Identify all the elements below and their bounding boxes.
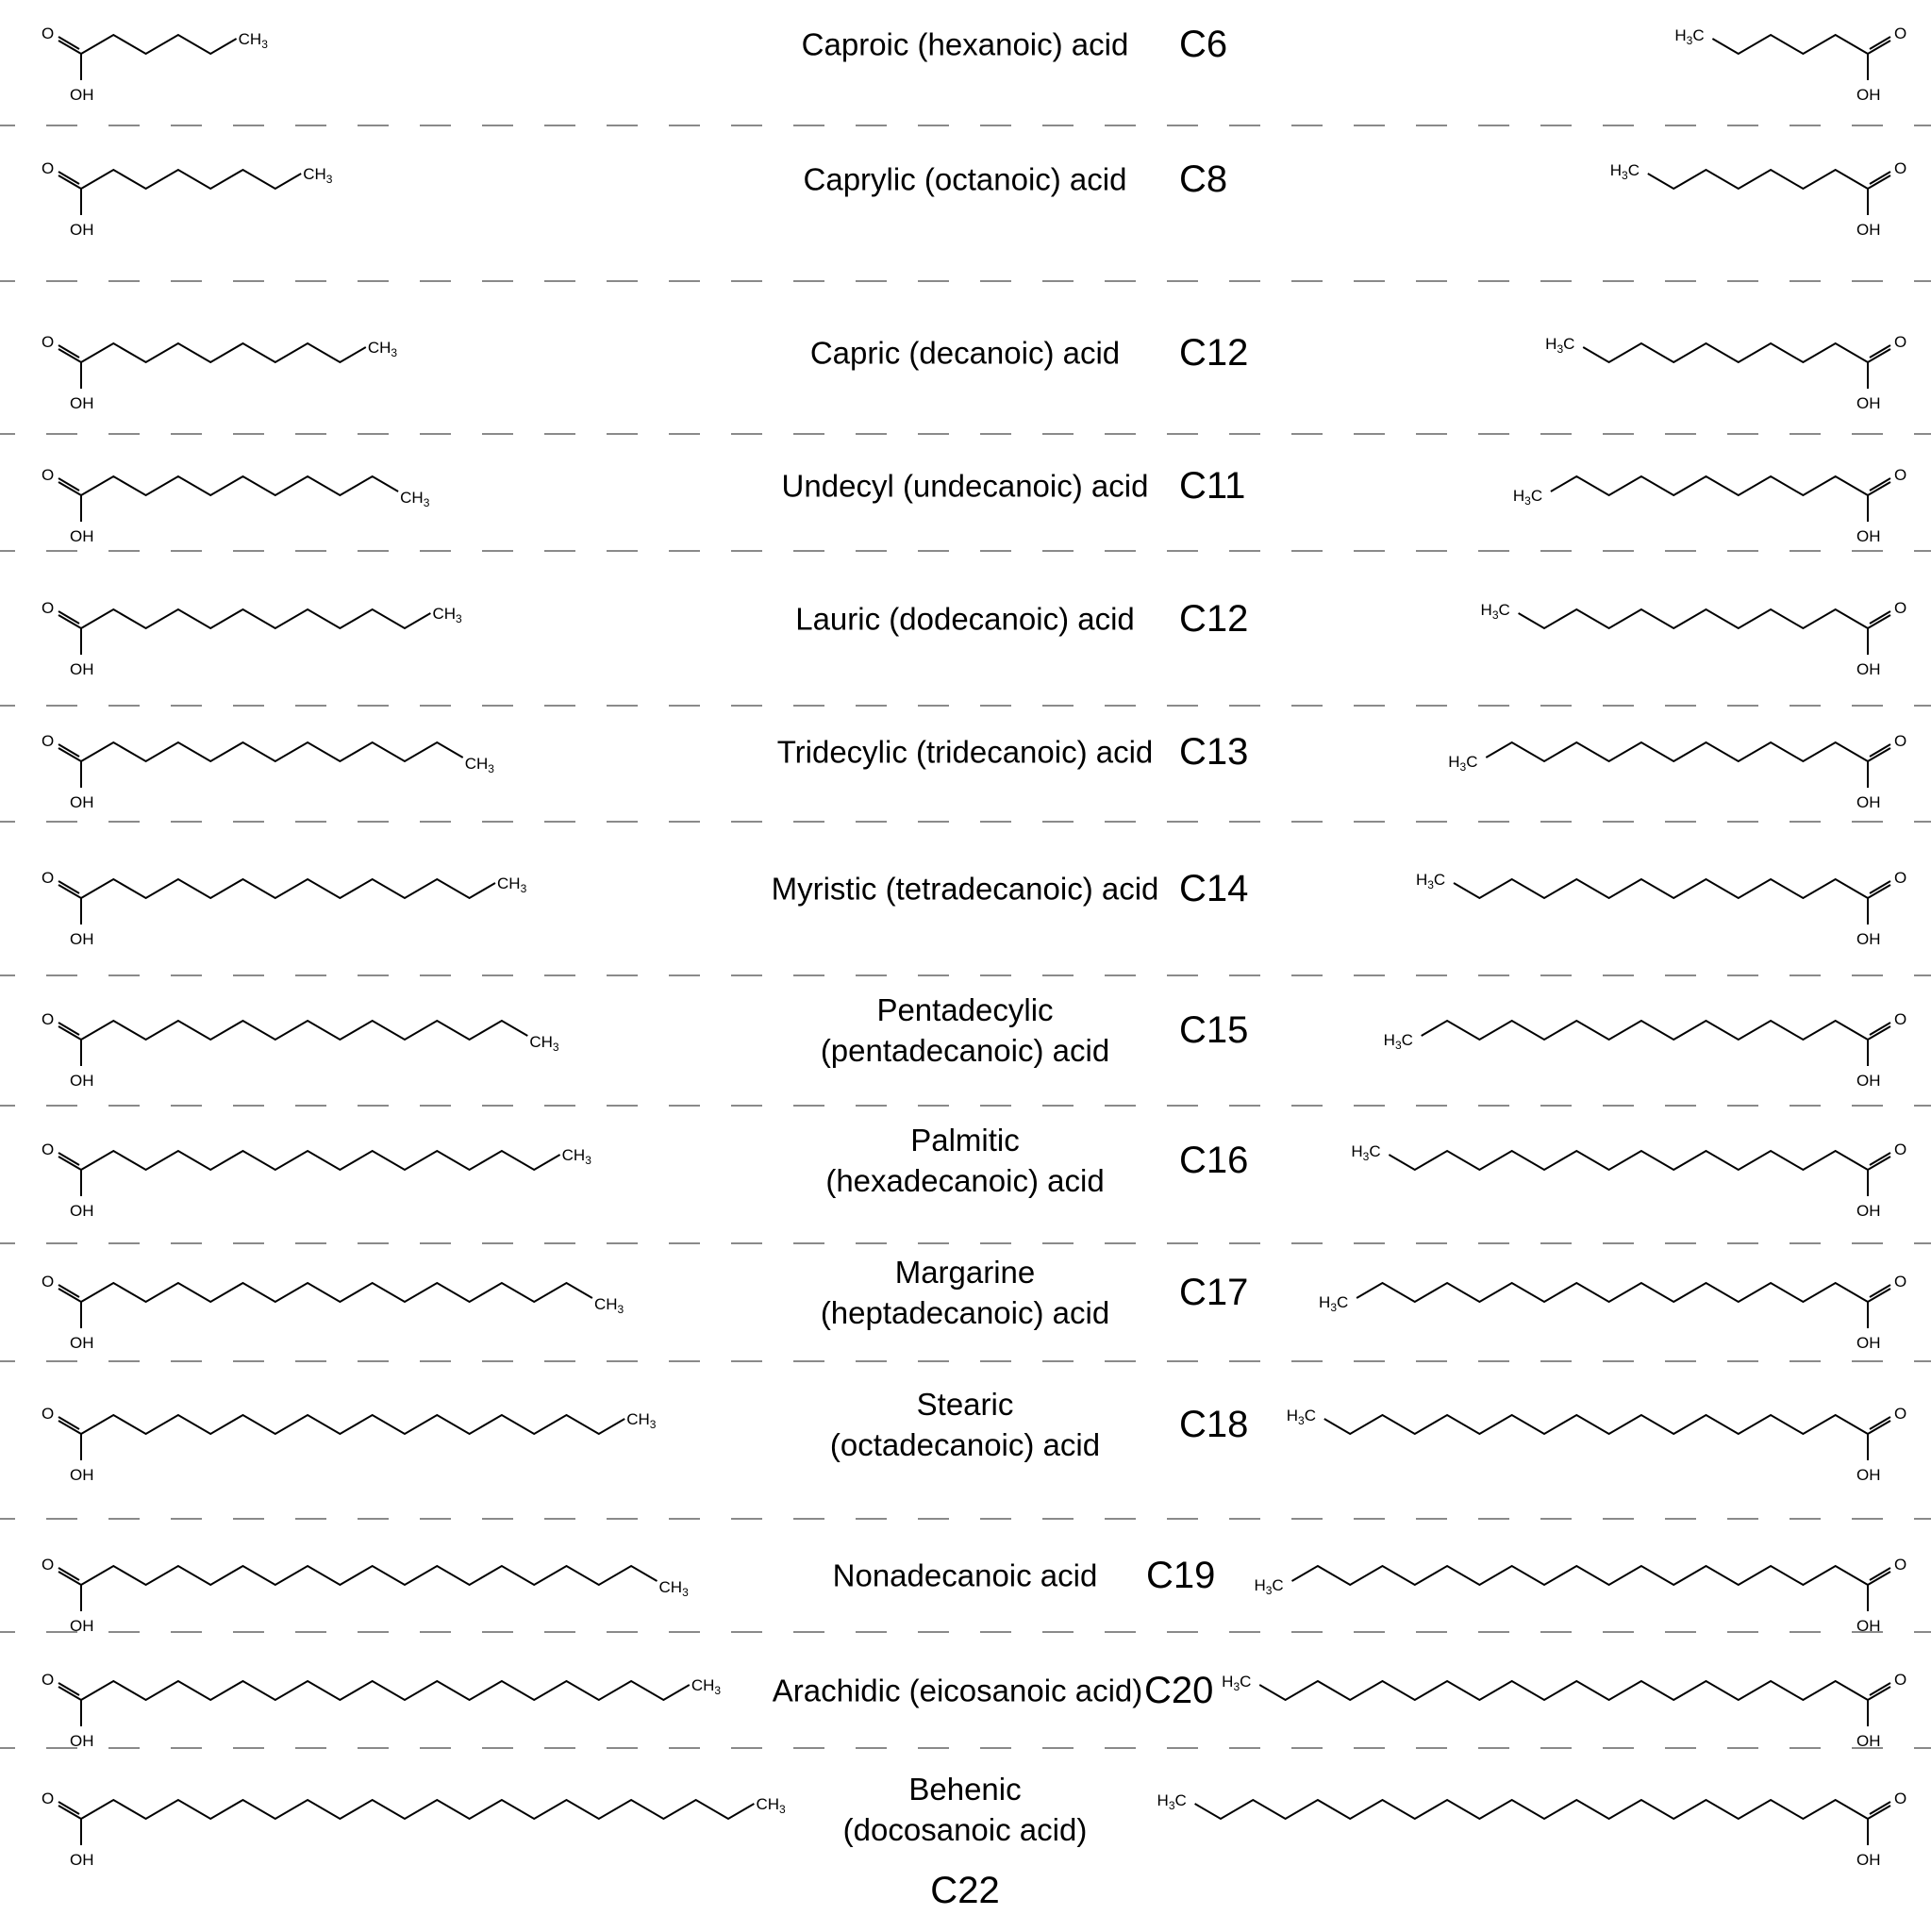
acid-name-line: Lauric (dodecanoic) acid — [795, 601, 1135, 637]
carbon-count-label: C15 — [1179, 1009, 1249, 1051]
carbon-chain-bond — [81, 170, 301, 189]
acid-name-line: Nonadecanoic acid — [832, 1557, 1098, 1593]
left-skeletal-formula — [42, 25, 268, 104]
carbon-count-label: C12 — [1179, 598, 1249, 640]
acid-name-line: Behenic — [908, 1772, 1022, 1807]
carbon-chain-bond — [81, 35, 237, 54]
left-skeletal-formula — [42, 159, 333, 239]
carbon-chain-bond — [1195, 1800, 1868, 1819]
carbonyl-double-bond — [58, 172, 81, 189]
right-skeletal-formula — [1481, 599, 1907, 678]
carbonyl-double-bond — [1868, 1417, 1890, 1434]
carbonyl-double-bond — [58, 1568, 81, 1585]
carbon-chain-bond — [1292, 1566, 1869, 1585]
oxygen-atom-label: O — [1894, 1273, 1907, 1291]
hydroxyl-label: OH — [70, 1617, 94, 1635]
acid-name-label — [773, 1671, 1143, 1711]
left-skeletal-formula — [42, 732, 494, 811]
carbon-chain-bond — [81, 1681, 690, 1700]
hydroxyl-label: OH — [70, 394, 94, 412]
oxygen-atom-label: O — [42, 1556, 55, 1574]
carbonyl-double-bond — [1868, 1023, 1890, 1040]
acid-name-label — [810, 333, 1120, 374]
acid-name-label — [804, 159, 1127, 200]
methyl-group-label: $H_3C$ — [1609, 161, 1640, 182]
oxygen-atom-label: O — [42, 869, 55, 887]
carbon-count-label: C17 — [1179, 1272, 1249, 1313]
right-skeletal-formula — [1384, 1010, 1907, 1090]
carbonyl-double-bond — [1868, 1285, 1890, 1302]
oxygen-atom-label: O — [1894, 25, 1907, 42]
carbon-chain-bond — [81, 1283, 592, 1302]
hydroxyl-label: OH — [1856, 527, 1881, 545]
oxygen-atom-label: O — [42, 466, 55, 484]
carbon-chain-bond — [1324, 1415, 1868, 1434]
hydroxyl-label: OH — [1856, 221, 1881, 239]
hydroxyl-label: OH — [70, 793, 94, 811]
hydroxyl-label: OH — [1856, 86, 1881, 104]
hydroxyl-label: OH — [70, 1072, 94, 1090]
methyl-group-label: $H_3C$ — [1319, 1293, 1349, 1314]
acid-name-line: (heptadecanoic) acid — [820, 1295, 1110, 1330]
carbon-count-label: C20 — [1144, 1670, 1214, 1711]
carbon-count-label: C19 — [1146, 1555, 1216, 1596]
carbon-chain-bond — [81, 1800, 754, 1819]
acid-name-label — [833, 1556, 1098, 1596]
carbonyl-double-bond — [58, 478, 81, 495]
carbon-chain-bond — [1712, 35, 1868, 54]
left-skeletal-formula — [42, 333, 397, 412]
carbon-count-label: C11 — [1179, 465, 1246, 507]
hydroxyl-label: OH — [70, 527, 94, 545]
hydroxyl-label: OH — [70, 1334, 94, 1352]
methyl-group-label: $CH_3$ — [626, 1410, 657, 1431]
carbon-chain-bond — [1259, 1681, 1868, 1700]
methyl-group-label: $H_3C$ — [1222, 1673, 1252, 1693]
methyl-group-label: $CH_3$ — [303, 165, 333, 186]
carbonyl-double-bond — [1868, 1683, 1890, 1700]
left-skeletal-formula — [42, 869, 527, 948]
carbon-chain-bond — [81, 1566, 658, 1585]
methyl-group-label: $CH_3$ — [756, 1795, 786, 1816]
methyl-group-label: $H_3C$ — [1415, 871, 1446, 891]
methyl-group-label: $CH_3$ — [400, 489, 430, 509]
carbonyl-double-bond — [58, 1802, 81, 1819]
right-skeletal-formula — [1319, 1273, 1906, 1352]
methyl-group-label: $H_3C$ — [1674, 26, 1705, 47]
acid-name-line: Pentadecylic — [876, 992, 1054, 1027]
hydroxyl-label: OH — [70, 1851, 94, 1869]
methyl-group-label: $H_3C$ — [1512, 487, 1543, 508]
left-skeletal-formula — [42, 1790, 786, 1869]
methyl-group-label: $CH_3$ — [367, 339, 398, 359]
methyl-group-label: $CH_3$ — [561, 1146, 591, 1167]
carbon-chain-bond — [81, 742, 463, 761]
left-skeletal-formula — [42, 1556, 689, 1635]
carbonyl-double-bond — [1868, 478, 1890, 495]
methyl-group-label: $H_3C$ — [1448, 753, 1478, 774]
methyl-group-label: $CH_3$ — [658, 1578, 689, 1599]
methyl-group-label: $H_3C$ — [1351, 1142, 1381, 1163]
carbonyl-double-bond — [1868, 1568, 1890, 1585]
carbonyl-double-bond — [58, 1285, 81, 1302]
left-skeletal-formula — [42, 1671, 721, 1750]
hydroxyl-label: OH — [1856, 660, 1881, 678]
acid-name-line: (docosanoic acid) — [842, 1812, 1088, 1847]
methyl-group-label: $H_3C$ — [1157, 1791, 1187, 1812]
acid-name-label — [777, 732, 1154, 773]
carbon-count-label: C12 — [1179, 332, 1249, 374]
methyl-group-label: $CH_3$ — [529, 1033, 559, 1054]
carbon-chain-bond — [1389, 1151, 1868, 1170]
oxygen-atom-label: O — [42, 1671, 55, 1689]
oxygen-atom-label: O — [1894, 159, 1907, 177]
right-skeletal-formula — [1674, 25, 1906, 104]
acid-name-line: (pentadecanoic) acid — [820, 1033, 1110, 1068]
hydroxyl-label: OH — [1856, 1732, 1881, 1750]
left-skeletal-formula — [42, 1405, 657, 1484]
oxygen-atom-label: O — [42, 1405, 55, 1423]
carbon-chain-bond — [1648, 170, 1868, 189]
carbon-chain-bond — [81, 1021, 527, 1040]
carbon-count-label: C18 — [1179, 1404, 1249, 1445]
carbon-chain-bond — [81, 879, 495, 898]
acid-name-line: Caprylic (octanoic) acid — [803, 161, 1127, 197]
acid-name-label — [843, 1769, 1088, 1850]
carbon-count-label: C13 — [1179, 731, 1249, 773]
acid-name-line: Stearic — [916, 1387, 1014, 1422]
hydroxyl-label: OH — [1856, 394, 1881, 412]
methyl-group-label: $H_3C$ — [1254, 1576, 1284, 1597]
hydroxyl-label: OH — [1856, 1851, 1881, 1869]
methyl-group-label: $H_3C$ — [1383, 1031, 1413, 1052]
right-skeletal-formula — [1351, 1141, 1906, 1220]
carbon-chain-bond — [1454, 879, 1868, 898]
hydroxyl-label: OH — [1856, 1072, 1881, 1090]
acid-name-label — [782, 466, 1149, 507]
methyl-group-label: $CH_3$ — [691, 1676, 722, 1697]
left-skeletal-formula — [42, 1010, 559, 1090]
hydroxyl-label: OH — [70, 1732, 94, 1750]
carbon-count-label: C16 — [1179, 1140, 1249, 1181]
carbonyl-double-bond — [58, 345, 81, 362]
acid-name-label — [821, 1252, 1109, 1333]
carbonyl-double-bond — [58, 744, 81, 761]
methyl-group-label: $CH_3$ — [464, 755, 494, 775]
acid-name-line: Capric (decanoic) acid — [809, 335, 1121, 371]
oxygen-atom-label: O — [1894, 1790, 1907, 1807]
carbon-count-label: C22 — [930, 1870, 1000, 1911]
acid-name-line: Tridecylic (tridecanoic) acid — [776, 734, 1154, 770]
right-skeletal-formula — [1448, 732, 1906, 811]
carbon-chain-bond — [81, 476, 398, 495]
carbon-chain-bond — [81, 609, 430, 628]
carbon-chain-bond — [1357, 1283, 1868, 1302]
acid-name-label — [802, 25, 1129, 65]
right-skeletal-formula — [1287, 1405, 1906, 1484]
acid-name-line: Undecyl (undecanoic) acid — [781, 468, 1149, 504]
methyl-group-label: $CH_3$ — [497, 874, 527, 895]
oxygen-atom-label: O — [42, 599, 55, 617]
oxygen-atom-label: O — [1894, 1556, 1907, 1574]
left-skeletal-formula — [42, 1273, 624, 1352]
carbon-count-label: C14 — [1179, 868, 1249, 909]
acid-name-label — [795, 599, 1135, 640]
carbon-chain-bond — [81, 1151, 560, 1170]
carbon-chain-bond — [1583, 343, 1868, 362]
hydroxyl-label: OH — [70, 221, 94, 239]
carbonyl-double-bond — [1868, 345, 1890, 362]
acid-name-line: Palmitic — [910, 1123, 1020, 1158]
carbonyl-double-bond — [1868, 172, 1890, 189]
carbonyl-double-bond — [1868, 1802, 1890, 1819]
carbon-chain-bond — [81, 1415, 624, 1434]
oxygen-atom-label: O — [1894, 1141, 1907, 1158]
oxygen-atom-label: O — [42, 25, 55, 42]
oxygen-atom-label: O — [42, 1273, 55, 1291]
carbonyl-double-bond — [58, 1023, 81, 1040]
oxygen-atom-label: O — [1894, 732, 1907, 750]
right-skeletal-formula — [1545, 333, 1906, 412]
oxygen-atom-label: O — [42, 159, 55, 177]
methyl-group-label: $H_3C$ — [1480, 601, 1510, 622]
hydroxyl-label: OH — [70, 1466, 94, 1484]
oxygen-atom-label: O — [1894, 466, 1907, 484]
methyl-group-label: $H_3C$ — [1286, 1407, 1317, 1427]
carbon-count-label: C6 — [1179, 24, 1228, 65]
oxygen-atom-label: O — [1894, 869, 1907, 887]
carbon-count-label: C8 — [1179, 158, 1228, 200]
oxygen-atom-label: O — [1894, 599, 1907, 617]
carbonyl-double-bond — [58, 611, 81, 628]
oxygen-atom-label: O — [1894, 1010, 1907, 1028]
acid-name-line: Myristic (tetradecanoic) acid — [771, 871, 1159, 907]
carbonyl-double-bond — [58, 1683, 81, 1700]
hydroxyl-label: OH — [70, 1202, 94, 1220]
carbon-chain-bond — [1519, 609, 1868, 628]
hydroxyl-label: OH — [70, 660, 94, 678]
methyl-group-label: $CH_3$ — [593, 1295, 624, 1316]
hydroxyl-label: OH — [1856, 1466, 1881, 1484]
right-skeletal-formula — [1222, 1671, 1906, 1750]
oxygen-atom-label: O — [1894, 1405, 1907, 1423]
carbonyl-double-bond — [58, 37, 81, 54]
carbonyl-double-bond — [58, 881, 81, 898]
left-skeletal-formula — [42, 466, 430, 545]
right-skeletal-formula — [1416, 869, 1906, 948]
oxygen-atom-label: O — [42, 333, 55, 351]
carbon-chain-bond — [1551, 476, 1868, 495]
oxygen-atom-label: O — [42, 732, 55, 750]
carbonyl-double-bond — [1868, 611, 1890, 628]
acid-name-label — [821, 990, 1109, 1071]
acid-name-line: (octadecanoic) acid — [829, 1427, 1101, 1462]
methyl-group-label: $CH_3$ — [238, 30, 268, 51]
right-skeletal-formula — [1610, 159, 1906, 239]
carbon-chain-bond — [1486, 742, 1868, 761]
oxygen-atom-label: O — [1894, 333, 1907, 351]
acid-name-line: Margarine — [894, 1255, 1036, 1290]
carbon-chain-bond — [81, 343, 366, 362]
hydroxyl-label: OH — [70, 930, 94, 948]
methyl-group-label: $H_3C$ — [1545, 335, 1575, 356]
carbonyl-double-bond — [58, 1153, 81, 1170]
carbonyl-double-bond — [58, 1417, 81, 1434]
acid-name-line: Caproic (hexanoic) acid — [801, 26, 1129, 62]
oxygen-atom-label: O — [42, 1141, 55, 1158]
carbonyl-double-bond — [1868, 744, 1890, 761]
carbonyl-double-bond — [1868, 881, 1890, 898]
carbon-chain-bond — [1422, 1021, 1868, 1040]
right-skeletal-formula — [1513, 466, 1906, 545]
oxygen-atom-label: O — [1894, 1671, 1907, 1689]
acid-name-line: (hexadecanoic) acid — [825, 1163, 1105, 1198]
oxygen-atom-label: O — [42, 1790, 55, 1807]
hydroxyl-label: OH — [70, 86, 94, 104]
acid-name-label — [772, 869, 1159, 909]
carbonyl-double-bond — [1868, 1153, 1890, 1170]
hydroxyl-label: OH — [1856, 1334, 1881, 1352]
left-skeletal-formula — [42, 599, 462, 678]
oxygen-atom-label: O — [42, 1010, 55, 1028]
right-skeletal-formula — [1157, 1790, 1907, 1869]
acid-name-label — [830, 1384, 1100, 1465]
hydroxyl-label: OH — [1856, 1202, 1881, 1220]
right-skeletal-formula — [1254, 1556, 1906, 1635]
carbonyl-double-bond — [1868, 37, 1890, 54]
methyl-group-label: $CH_3$ — [432, 605, 462, 625]
hydroxyl-label: OH — [1856, 930, 1881, 948]
acid-name-label — [825, 1120, 1104, 1201]
left-skeletal-formula — [42, 1141, 591, 1220]
acid-name-line: Arachidic (eicosanoic acid) — [772, 1673, 1143, 1708]
hydroxyl-label: OH — [1856, 1617, 1881, 1635]
hydroxyl-label: OH — [1856, 793, 1881, 811]
